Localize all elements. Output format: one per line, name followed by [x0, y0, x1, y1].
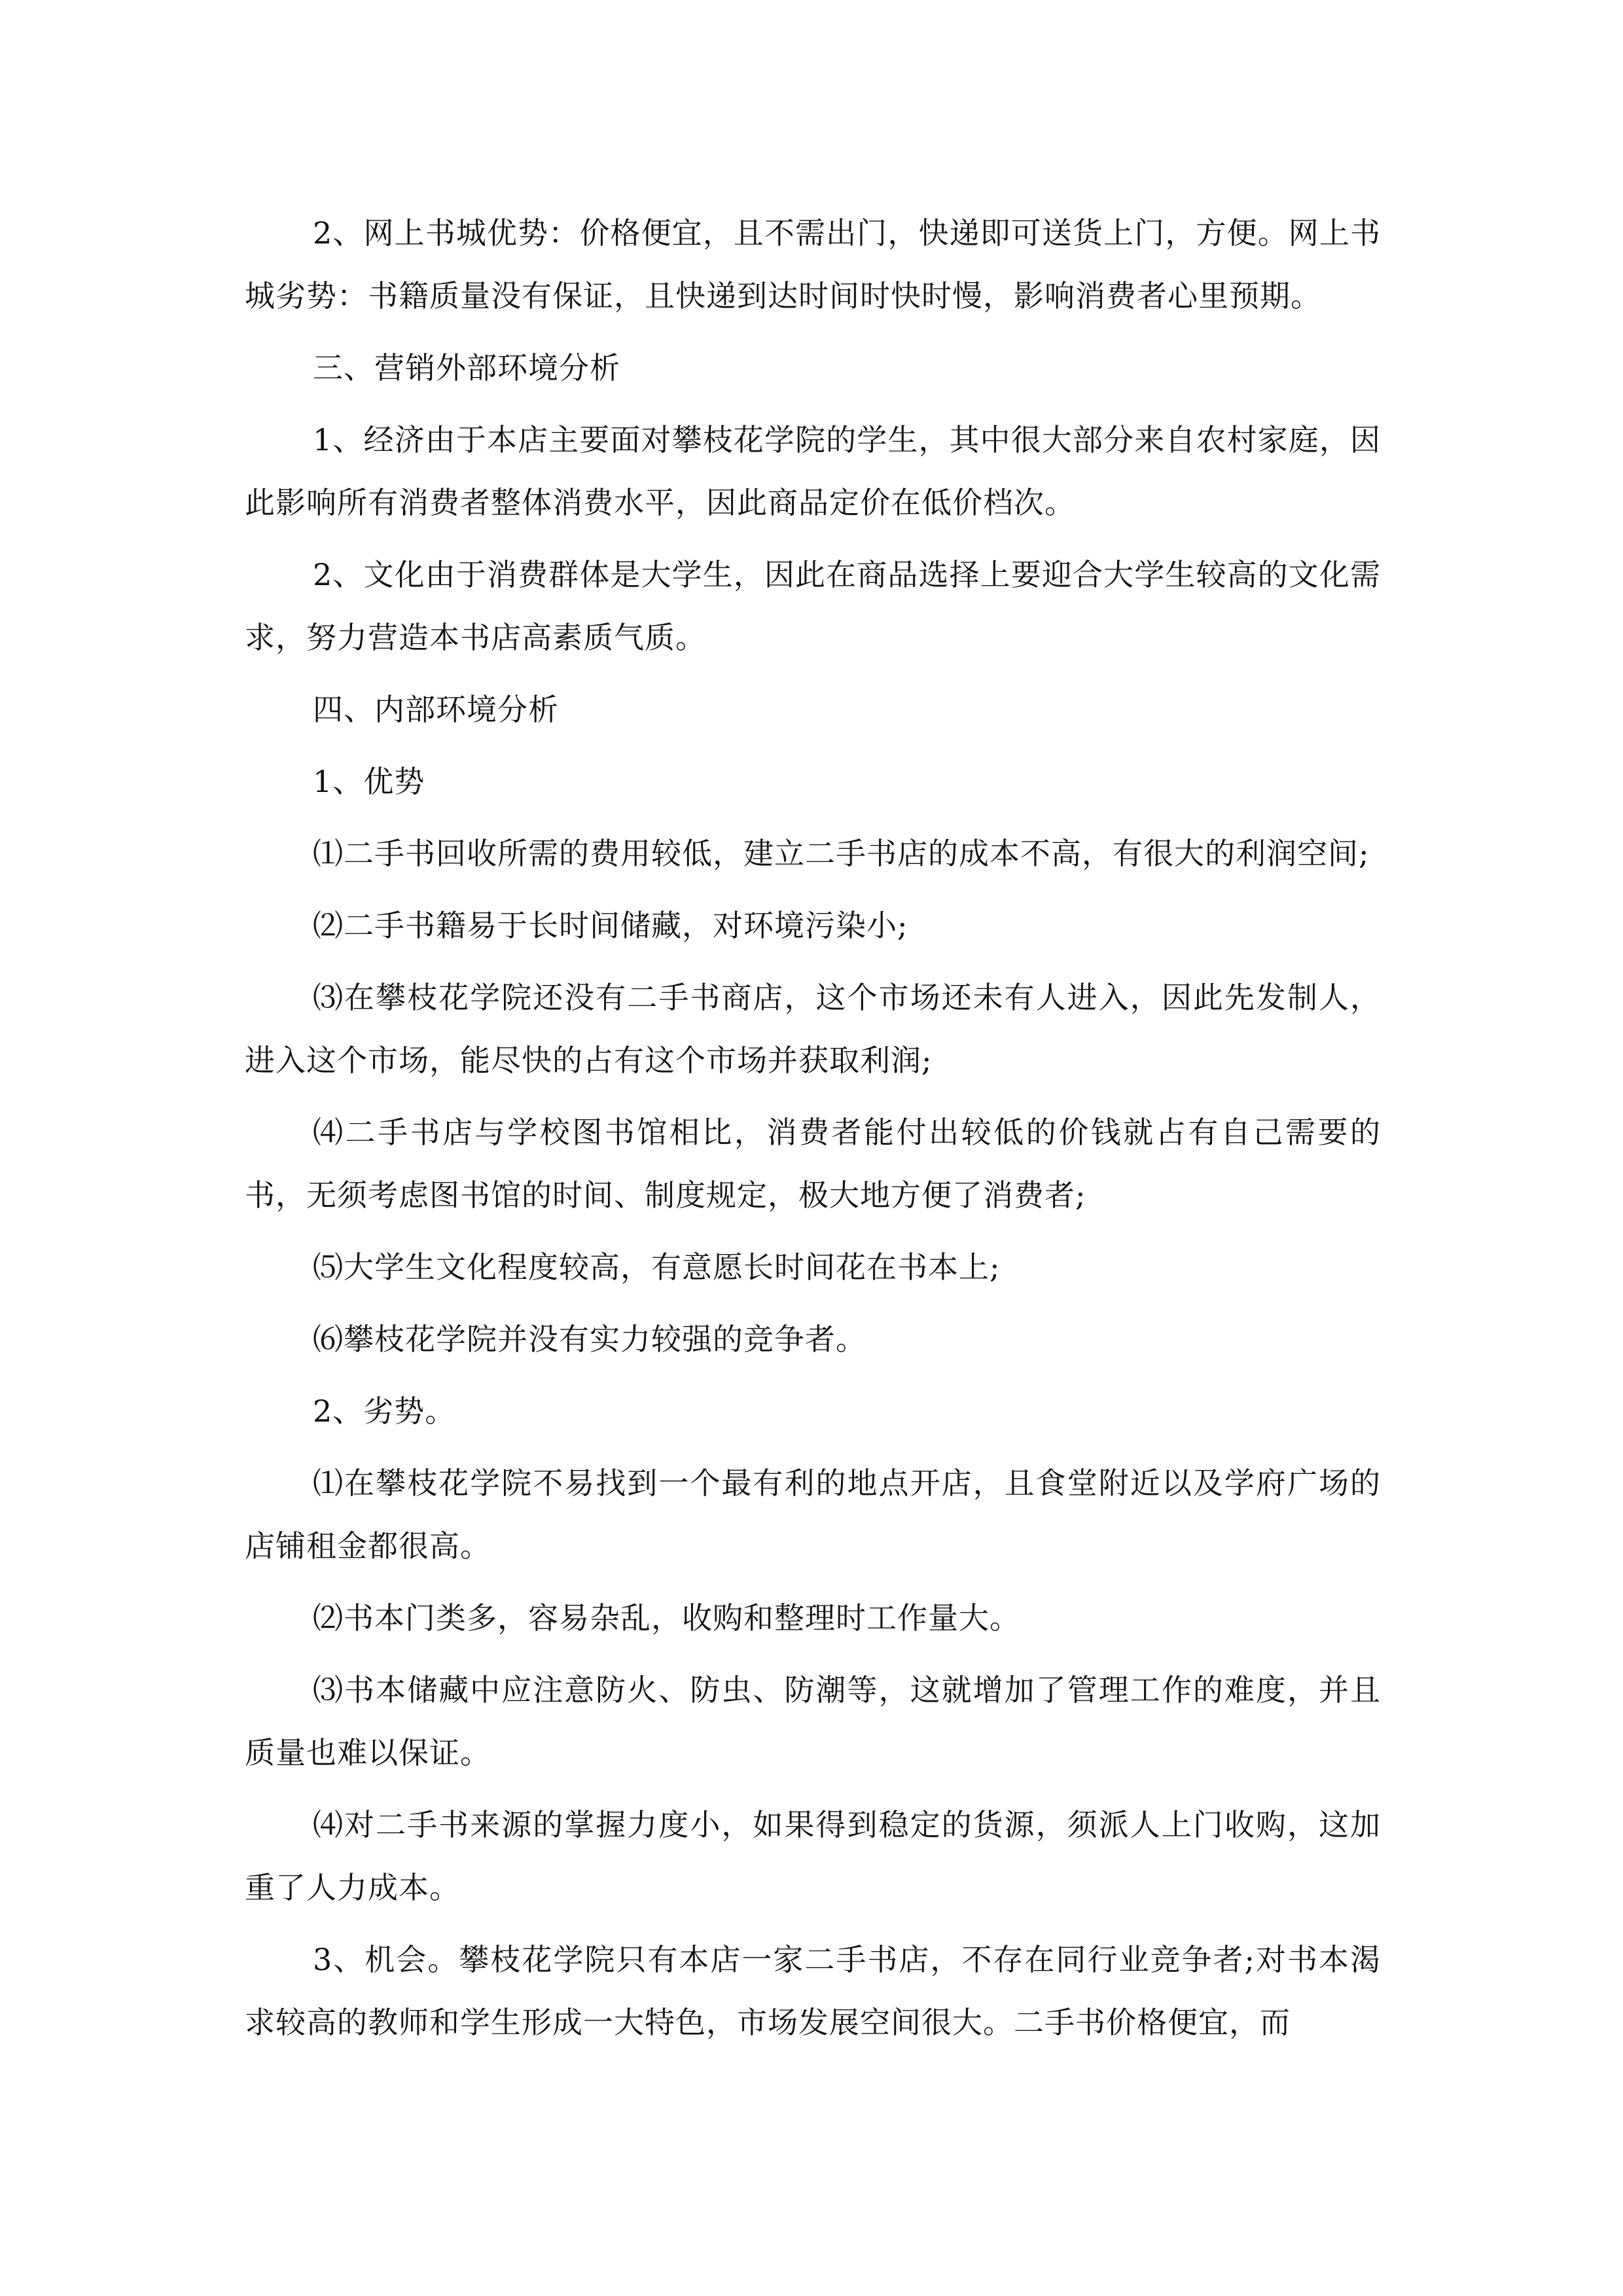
heading-weaknesses: 2、劣势。	[313, 1393, 456, 1429]
heading-external-environment: 三、营销外部环境分析	[313, 350, 620, 386]
strength-item-5: ⑸大学生文化程度较高，有意愿长时间花在书本上;	[313, 1249, 1001, 1285]
paragraph-economy: 1、经济由于本店主要面对攀枝花学院的学生，其中很大部分来自农村家庭，因此影响所有消费者整体消费水平，因此商品定价在低价档次。	[245, 422, 1381, 520]
strength-item-2: ⑵二手书籍易于长时间储藏，对环境污染小;	[313, 908, 908, 943]
strength-item-3: ⑶在攀枝花学院还没有二手书商店，这个市场还未有人进入，因此先发制人，进入这个市场，能尽快的占有这个市场并获取利润;	[245, 980, 1381, 1078]
paragraph-opportunities: 3、机会。攀枝花学院只有本店一家二手书店，不存在同行业竞争者;对书本渴求较高的教师和学生形成一大特色，市场发展空间很大。二手书价格便宜，而	[245, 1942, 1381, 2040]
strength-item-1: ⑴二手书回收所需的费用较低，建立二手书店的成本不高，有很大的利润空间;	[313, 836, 1370, 871]
strength-item-4: ⑷二手书店与学校图书馆相比，消费者能付出较低的价钱就占有自己需要的书，无须考虑图书馆的时间、制度规定，极大地方便了消费者;	[245, 1115, 1381, 1213]
strength-item-6: ⑹攀枝花学院并没有实力较强的竞争者。	[313, 1321, 866, 1357]
weakness-item-2: ⑵书本门类多，容易杂乱，收购和整理时工作量大。	[313, 1600, 1020, 1636]
heading-internal-environment: 四、内部环境分析	[313, 692, 559, 727]
document-body	[245, 202, 1381, 2063]
weakness-item-4: ⑷对二手书来源的掌握力度小，如果得到稳定的货源，须派人上门收购，这加重了人力成本。	[245, 1807, 1381, 1905]
paragraph-culture: 2、文化由于消费群体是大学生，因此在商品选择上要迎合大学生较高的文化需求，努力营造本书店高素质气质。	[245, 557, 1381, 655]
weakness-item-1: ⑴在攀枝花学院不易找到一个最有利的地点开店，且食堂附近以及学府广场的店铺租金都很高。	[245, 1465, 1381, 1564]
heading-strengths: 1、优势	[313, 764, 425, 799]
paragraph-online-bookstore: 2、网上书城优势：价格便宜，且不需出门，快递即可送货上门，方便。网上书城劣势：书籍质量没有保证，且快递到达时间时快时慢，影响消费者心里预期。	[245, 215, 1381, 314]
weakness-item-3: ⑶书本储藏中应注意防火、防虫、防潮等，这就增加了管理工作的难度，并且质量也难以保证。	[245, 1672, 1381, 1770]
